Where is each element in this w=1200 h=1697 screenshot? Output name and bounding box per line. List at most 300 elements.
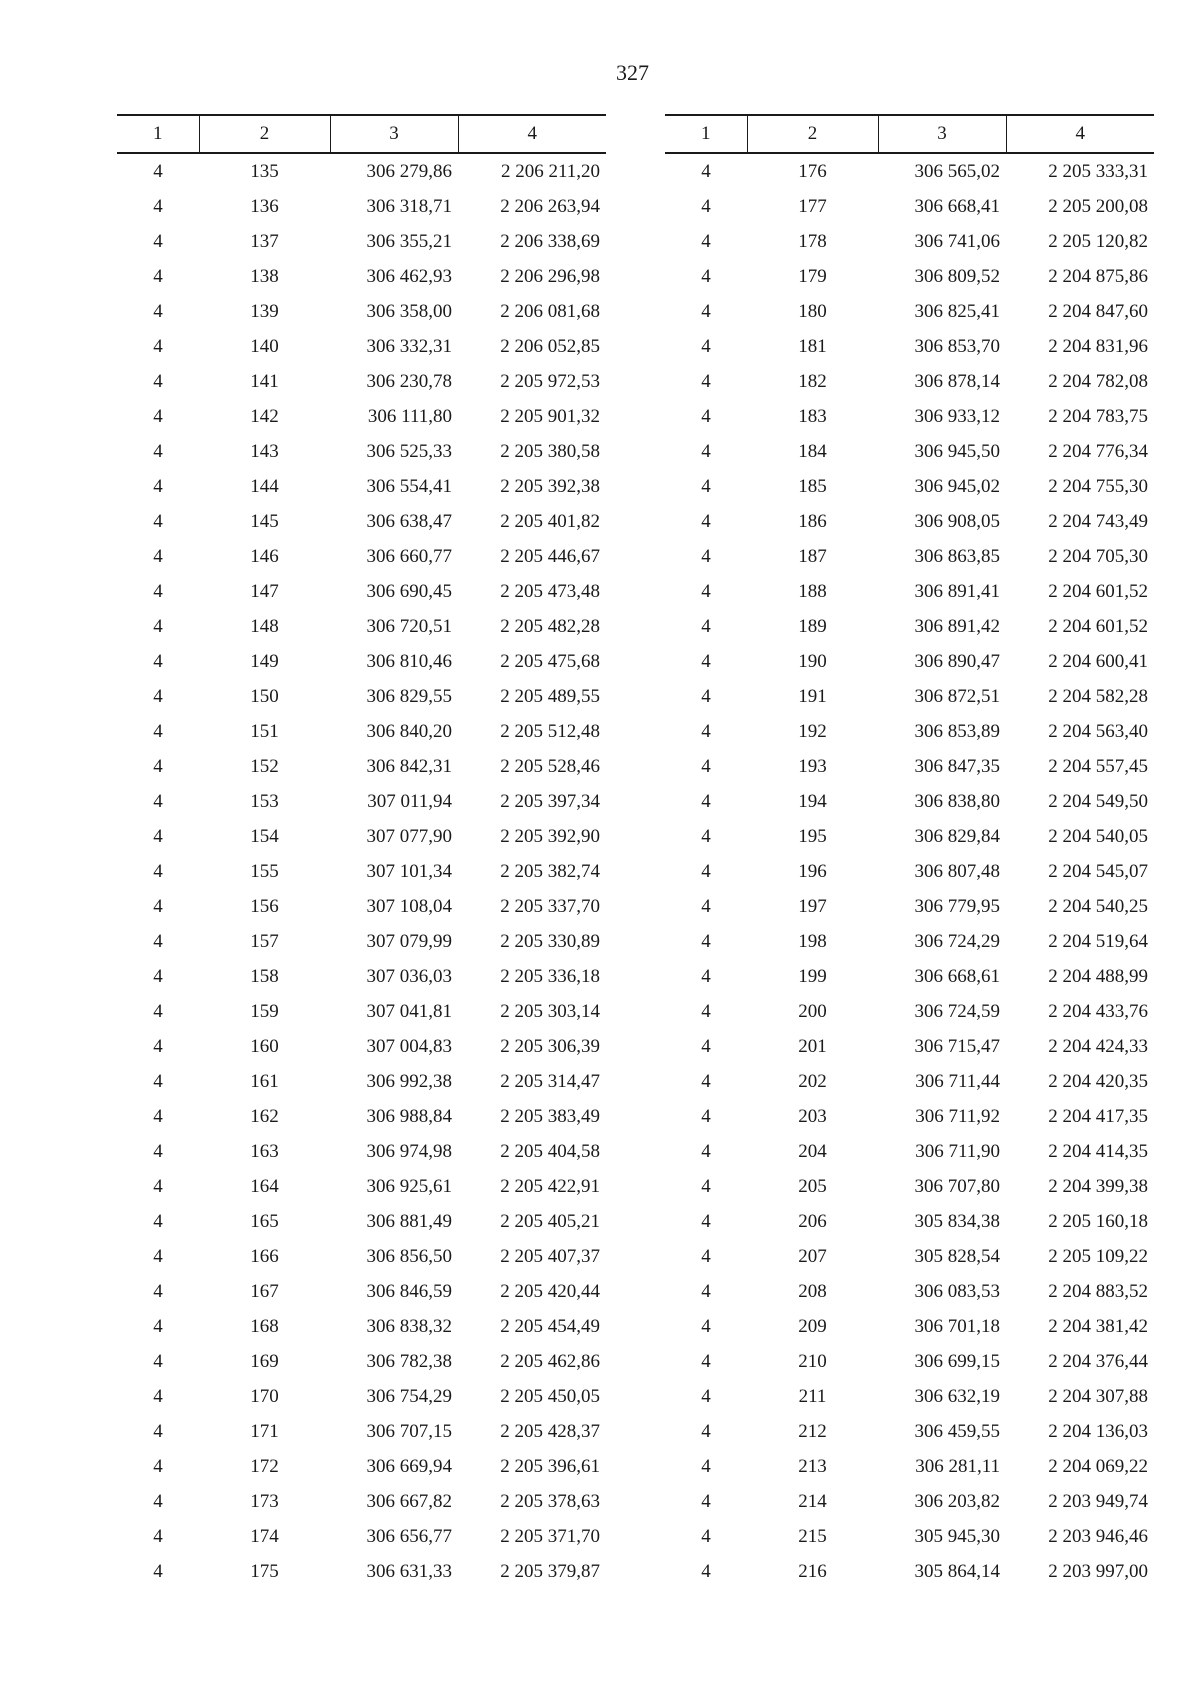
table-row [117, 1484, 606, 1519]
point-number-cell: 172 [250, 1455, 279, 1477]
x-coordinate-cell: 306 699,15 [914, 1350, 1000, 1372]
table-row [665, 1484, 1154, 1519]
y-coordinate-cell: 2 203 997,00 [1048, 1560, 1148, 1582]
table-row [117, 504, 606, 539]
point-number-cell: 197 [798, 895, 827, 917]
x-coordinate-cell: 306 829,55 [366, 685, 452, 707]
point-number-cell: 143 [250, 440, 279, 462]
x-coordinate-cell: 306 668,61 [914, 965, 1000, 987]
x-coordinate-cell: 306 631,33 [366, 1560, 452, 1582]
point-number-cell: 180 [798, 300, 827, 322]
x-coordinate-cell: 306 838,80 [914, 790, 1000, 812]
x-coordinate-cell: 306 842,31 [366, 755, 452, 777]
point-number-cell: 200 [798, 1000, 827, 1022]
contour-cell: 4 [701, 650, 711, 672]
x-coordinate-cell: 306 840,20 [366, 720, 452, 742]
contour-cell: 4 [153, 1175, 163, 1197]
x-coordinate-cell: 306 669,94 [366, 1455, 452, 1477]
contour-cell: 4 [701, 1490, 711, 1512]
table-row [665, 1239, 1154, 1274]
y-coordinate-cell: 2 205 397,34 [500, 790, 600, 812]
table-row [665, 1169, 1154, 1204]
x-coordinate-cell: 306 872,51 [914, 685, 1000, 707]
table-row [117, 819, 606, 854]
y-coordinate-cell: 2 204 376,44 [1048, 1350, 1148, 1372]
table-row [665, 469, 1154, 504]
x-coordinate-cell: 306 690,45 [366, 580, 452, 602]
point-number-cell: 183 [798, 405, 827, 427]
table-row [117, 224, 606, 259]
point-number-cell: 145 [250, 510, 279, 532]
contour-cell: 4 [153, 825, 163, 847]
y-coordinate-cell: 2 205 306,39 [500, 1035, 600, 1057]
contour-cell: 4 [701, 195, 711, 217]
table-row [117, 959, 606, 994]
x-coordinate-cell: 306 754,29 [366, 1385, 452, 1407]
point-number-cell: 170 [250, 1385, 279, 1407]
table-row [665, 1274, 1154, 1309]
point-number-cell: 190 [798, 650, 827, 672]
x-coordinate-cell: 306 230,78 [366, 370, 452, 392]
contour-cell: 4 [701, 755, 711, 777]
contour-cell: 4 [153, 440, 163, 462]
y-coordinate-cell: 2 205 420,44 [500, 1280, 600, 1302]
contour-cell: 4 [701, 265, 711, 287]
point-number-cell: 181 [798, 335, 827, 357]
table-row [117, 434, 606, 469]
y-coordinate-cell: 2 205 392,90 [500, 825, 600, 847]
contour-cell: 4 [153, 685, 163, 707]
table-row [117, 644, 606, 679]
point-number-cell: 177 [798, 195, 827, 217]
y-coordinate-cell: 2 205 337,70 [500, 895, 600, 917]
table-row [117, 1169, 606, 1204]
table-row [117, 574, 606, 609]
table-row [117, 153, 606, 189]
y-coordinate-cell: 2 206 296,98 [500, 265, 600, 287]
y-coordinate-cell: 2 204 563,40 [1048, 720, 1148, 742]
table-row [665, 574, 1154, 609]
contour-cell: 4 [701, 1070, 711, 1092]
x-coordinate-cell: 306 891,41 [914, 580, 1000, 602]
table-row [117, 1309, 606, 1344]
coordinate-table-left [117, 114, 606, 1589]
point-number-cell: 188 [798, 580, 827, 602]
contour-cell: 4 [153, 1420, 163, 1442]
contour-cell: 4 [153, 1245, 163, 1267]
contour-cell: 4 [701, 1035, 711, 1057]
y-coordinate-cell: 2 205 454,49 [500, 1315, 600, 1337]
point-number-cell: 139 [250, 300, 279, 322]
x-coordinate-cell: 306 856,50 [366, 1245, 452, 1267]
table-row [117, 854, 606, 889]
x-coordinate-cell: 306 462,93 [366, 265, 452, 287]
y-coordinate-cell: 2 204 424,33 [1048, 1035, 1148, 1057]
contour-cell: 4 [153, 1490, 163, 1512]
x-coordinate-cell: 306 741,06 [914, 230, 1000, 252]
point-number-cell: 167 [250, 1280, 279, 1302]
point-number-cell: 149 [250, 650, 279, 672]
x-coordinate-cell: 306 668,41 [914, 195, 1000, 217]
table-row [117, 1099, 606, 1134]
table-row [665, 609, 1154, 644]
contour-cell: 4 [153, 1385, 163, 1407]
contour-cell: 4 [153, 405, 163, 427]
table-row [665, 1449, 1154, 1484]
x-coordinate-cell: 306 711,92 [915, 1105, 1000, 1127]
point-number-cell: 160 [250, 1035, 279, 1057]
x-coordinate-cell: 306 554,41 [366, 475, 452, 497]
contour-cell: 4 [701, 1315, 711, 1337]
point-number-cell: 205 [798, 1175, 827, 1197]
contour-cell: 4 [701, 825, 711, 847]
table-row [117, 1379, 606, 1414]
contour-cell: 4 [701, 510, 711, 532]
contour-cell: 4 [153, 1210, 163, 1232]
column-header-1: 1 [665, 115, 747, 153]
x-coordinate-cell: 306 945,50 [914, 440, 1000, 462]
point-number-cell: 199 [798, 965, 827, 987]
table-row [117, 1554, 606, 1589]
point-number-cell: 165 [250, 1210, 279, 1232]
x-coordinate-cell: 306 974,98 [366, 1140, 452, 1162]
y-coordinate-cell: 2 204 549,50 [1048, 790, 1148, 812]
point-number-cell: 153 [250, 790, 279, 812]
table-row [665, 1204, 1154, 1239]
contour-cell: 4 [701, 615, 711, 637]
point-number-cell: 151 [250, 720, 279, 742]
x-coordinate-cell: 306 853,70 [914, 335, 1000, 357]
point-number-cell: 146 [250, 545, 279, 567]
table-row [665, 959, 1154, 994]
table-row [117, 714, 606, 749]
x-coordinate-cell: 306 933,12 [914, 405, 1000, 427]
x-coordinate-cell: 306 632,19 [914, 1385, 1000, 1407]
y-coordinate-cell: 2 205 383,49 [500, 1105, 600, 1127]
contour-cell: 4 [701, 930, 711, 952]
x-coordinate-cell: 306 838,32 [366, 1315, 452, 1337]
point-number-cell: 173 [250, 1490, 279, 1512]
table-row [117, 1274, 606, 1309]
point-number-cell: 208 [798, 1280, 827, 1302]
point-number-cell: 135 [250, 160, 279, 182]
point-number-cell: 152 [250, 755, 279, 777]
y-coordinate-cell: 2 204 557,45 [1048, 755, 1148, 777]
y-coordinate-cell: 2 204 783,75 [1048, 405, 1148, 427]
table-row [665, 1344, 1154, 1379]
x-coordinate-cell: 306 891,42 [914, 615, 1000, 637]
x-coordinate-cell: 306 782,38 [366, 1350, 452, 1372]
table-row [117, 1064, 606, 1099]
table-row [117, 1204, 606, 1239]
table-row [665, 1379, 1154, 1414]
x-coordinate-cell: 306 720,51 [366, 615, 452, 637]
y-coordinate-cell: 2 205 314,47 [500, 1070, 600, 1092]
x-coordinate-cell: 306 711,44 [915, 1070, 1000, 1092]
y-coordinate-cell: 2 205 371,70 [500, 1525, 600, 1547]
column-header-1: 1 [117, 115, 199, 153]
contour-cell: 4 [153, 1070, 163, 1092]
y-coordinate-cell: 2 205 482,28 [500, 615, 600, 637]
y-coordinate-cell: 2 203 946,46 [1048, 1525, 1148, 1547]
point-number-cell: 202 [798, 1070, 827, 1092]
contour-cell: 4 [153, 1035, 163, 1057]
y-coordinate-cell: 2 205 379,87 [500, 1560, 600, 1582]
x-coordinate-cell: 306 083,53 [914, 1280, 1000, 1302]
point-number-cell: 207 [798, 1245, 827, 1267]
contour-cell: 4 [701, 230, 711, 252]
y-coordinate-cell: 2 204 399,38 [1048, 1175, 1148, 1197]
contour-cell: 4 [153, 265, 163, 287]
y-coordinate-cell: 2 205 382,74 [500, 860, 600, 882]
y-coordinate-cell: 2 205 901,32 [500, 405, 600, 427]
contour-cell: 4 [701, 405, 711, 427]
table-row [117, 294, 606, 329]
contour-cell: 4 [701, 1525, 711, 1547]
column-header-3: 3 [330, 115, 458, 153]
y-coordinate-cell: 2 205 489,55 [500, 685, 600, 707]
point-number-cell: 168 [250, 1315, 279, 1337]
table-row [665, 994, 1154, 1029]
point-number-cell: 140 [250, 335, 279, 357]
point-number-cell: 141 [250, 370, 279, 392]
x-coordinate-cell: 306 810,46 [366, 650, 452, 672]
point-number-cell: 185 [798, 475, 827, 497]
point-number-cell: 191 [798, 685, 827, 707]
contour-cell: 4 [153, 1000, 163, 1022]
table-row [117, 1134, 606, 1169]
contour-cell: 4 [701, 545, 711, 567]
point-number-cell: 210 [798, 1350, 827, 1372]
y-coordinate-cell: 2 205 473,48 [500, 580, 600, 602]
y-coordinate-cell: 2 205 475,68 [500, 650, 600, 672]
contour-cell: 4 [701, 1210, 711, 1232]
table-body [665, 153, 1154, 1589]
y-coordinate-cell: 2 205 450,05 [500, 1385, 600, 1407]
y-coordinate-cell: 2 205 303,14 [500, 1000, 600, 1022]
point-number-cell: 179 [798, 265, 827, 287]
point-number-cell: 147 [250, 580, 279, 602]
table-row [117, 749, 606, 784]
point-number-cell: 189 [798, 615, 827, 637]
y-coordinate-cell: 2 204 831,96 [1048, 335, 1148, 357]
contour-cell: 4 [701, 895, 711, 917]
y-coordinate-cell: 2 204 883,52 [1048, 1280, 1148, 1302]
y-coordinate-cell: 2 205 404,58 [500, 1140, 600, 1162]
x-coordinate-cell: 306 318,71 [366, 195, 452, 217]
y-coordinate-cell: 2 205 512,48 [500, 720, 600, 742]
contour-cell: 4 [153, 720, 163, 742]
table-row [117, 1414, 606, 1449]
point-number-cell: 163 [250, 1140, 279, 1162]
y-coordinate-cell: 2 204 420,35 [1048, 1070, 1148, 1092]
coordinate-table-right [665, 114, 1154, 1589]
table-row [665, 1554, 1154, 1589]
y-coordinate-cell: 2 204 433,76 [1048, 1000, 1148, 1022]
y-coordinate-cell: 2 205 405,21 [500, 1210, 600, 1232]
x-coordinate-cell: 306 203,82 [914, 1490, 1000, 1512]
point-number-cell: 214 [798, 1490, 827, 1512]
table-row [117, 1344, 606, 1379]
column-header-2: 2 [199, 115, 330, 153]
contour-cell: 4 [701, 580, 711, 602]
contour-cell: 4 [153, 1525, 163, 1547]
y-coordinate-cell: 2 205 446,67 [500, 545, 600, 567]
contour-cell: 4 [153, 300, 163, 322]
table-row [117, 1519, 606, 1554]
x-coordinate-cell: 306 779,95 [914, 895, 1000, 917]
y-coordinate-cell: 2 205 422,91 [500, 1175, 600, 1197]
contour-cell: 4 [701, 1420, 711, 1442]
contour-cell: 4 [701, 790, 711, 812]
table-row [665, 1029, 1154, 1064]
x-coordinate-cell: 306 863,85 [914, 545, 1000, 567]
y-coordinate-cell: 2 204 069,22 [1048, 1455, 1148, 1477]
contour-cell: 4 [153, 1350, 163, 1372]
point-number-cell: 193 [798, 755, 827, 777]
y-coordinate-cell: 2 204 136,03 [1048, 1420, 1148, 1442]
column-header-3: 3 [878, 115, 1006, 153]
contour-cell: 4 [153, 1560, 163, 1582]
point-number-cell: 162 [250, 1105, 279, 1127]
point-number-cell: 206 [798, 1210, 827, 1232]
contour-cell: 4 [153, 790, 163, 812]
table-row [117, 1449, 606, 1484]
point-number-cell: 154 [250, 825, 279, 847]
y-coordinate-cell: 2 205 528,46 [500, 755, 600, 777]
x-coordinate-cell: 305 945,30 [914, 1525, 1000, 1547]
point-number-cell: 142 [250, 405, 279, 427]
header-row [665, 115, 1154, 153]
x-coordinate-cell: 306 853,89 [914, 720, 1000, 742]
y-coordinate-cell: 2 204 875,86 [1048, 265, 1148, 287]
point-number-cell: 215 [798, 1525, 827, 1547]
contour-cell: 4 [701, 1385, 711, 1407]
point-number-cell: 187 [798, 545, 827, 567]
y-coordinate-cell: 2 204 545,07 [1048, 860, 1148, 882]
y-coordinate-cell: 2 205 428,37 [500, 1420, 600, 1442]
point-number-cell: 138 [250, 265, 279, 287]
x-coordinate-cell: 306 638,47 [366, 510, 452, 532]
point-number-cell: 158 [250, 965, 279, 987]
table-row [665, 644, 1154, 679]
table-row [117, 889, 606, 924]
contour-cell: 4 [153, 370, 163, 392]
contour-cell: 4 [153, 1140, 163, 1162]
contour-cell: 4 [701, 335, 711, 357]
page-number: 327 [616, 60, 649, 85]
point-number-cell: 166 [250, 1245, 279, 1267]
y-coordinate-cell: 2 204 776,34 [1048, 440, 1148, 462]
y-coordinate-cell: 2 205 330,89 [500, 930, 600, 952]
y-coordinate-cell: 2 204 755,30 [1048, 475, 1148, 497]
table-row [665, 679, 1154, 714]
point-number-cell: 213 [798, 1455, 827, 1477]
x-coordinate-cell: 306 881,49 [366, 1210, 452, 1232]
contour-cell: 4 [153, 475, 163, 497]
y-coordinate-cell: 2 206 338,69 [500, 230, 600, 252]
y-coordinate-cell: 2 205 120,82 [1048, 230, 1148, 252]
x-coordinate-cell: 307 079,99 [366, 930, 452, 952]
y-coordinate-cell: 2 204 582,28 [1048, 685, 1148, 707]
point-number-cell: 216 [798, 1560, 827, 1582]
column-header-4: 4 [1006, 115, 1154, 153]
x-coordinate-cell: 307 011,94 [367, 790, 452, 812]
point-number-cell: 171 [250, 1420, 279, 1442]
table-row [665, 189, 1154, 224]
table-row [665, 854, 1154, 889]
y-coordinate-cell: 2 204 519,64 [1048, 930, 1148, 952]
contour-cell: 4 [153, 615, 163, 637]
point-number-cell: 204 [798, 1140, 827, 1162]
contour-cell: 4 [153, 650, 163, 672]
table-row [117, 609, 606, 644]
y-coordinate-cell: 2 204 601,52 [1048, 580, 1148, 602]
contour-cell: 4 [153, 335, 163, 357]
y-coordinate-cell: 2 206 052,85 [500, 335, 600, 357]
point-number-cell: 209 [798, 1315, 827, 1337]
y-coordinate-cell: 2 205 200,08 [1048, 195, 1148, 217]
table-row [117, 679, 606, 714]
x-coordinate-cell: 306 707,80 [914, 1175, 1000, 1197]
y-coordinate-cell: 2 206 263,94 [500, 195, 600, 217]
contour-cell: 4 [153, 1455, 163, 1477]
point-number-cell: 176 [798, 160, 827, 182]
table-row [665, 1309, 1154, 1344]
point-number-cell: 201 [798, 1035, 827, 1057]
x-coordinate-cell: 306 656,77 [366, 1525, 452, 1547]
x-coordinate-cell: 306 724,29 [914, 930, 1000, 952]
y-coordinate-cell: 2 205 160,18 [1048, 1210, 1148, 1232]
contour-cell: 4 [701, 1105, 711, 1127]
x-coordinate-cell: 306 667,82 [366, 1490, 452, 1512]
contour-cell: 4 [153, 230, 163, 252]
y-coordinate-cell: 2 204 743,49 [1048, 510, 1148, 532]
point-number-cell: 137 [250, 230, 279, 252]
y-coordinate-cell: 2 204 601,52 [1048, 615, 1148, 637]
table-row [665, 749, 1154, 784]
table-row [665, 434, 1154, 469]
table-row [665, 889, 1154, 924]
point-number-cell: 174 [250, 1525, 279, 1547]
y-coordinate-cell: 2 203 949,74 [1048, 1490, 1148, 1512]
x-coordinate-cell: 306 945,02 [914, 475, 1000, 497]
point-number-cell: 203 [798, 1105, 827, 1127]
point-number-cell: 175 [250, 1560, 279, 1582]
y-coordinate-cell: 2 204 417,35 [1048, 1105, 1148, 1127]
x-coordinate-cell: 306 829,84 [914, 825, 1000, 847]
y-coordinate-cell: 2 205 972,53 [500, 370, 600, 392]
x-coordinate-cell: 306 988,84 [366, 1105, 452, 1127]
y-coordinate-cell: 2 204 307,88 [1048, 1385, 1148, 1407]
x-coordinate-cell: 306 660,77 [366, 545, 452, 567]
contour-cell: 4 [701, 1140, 711, 1162]
contour-cell: 4 [701, 1280, 711, 1302]
table-row [117, 329, 606, 364]
table-row [665, 784, 1154, 819]
table-row [665, 504, 1154, 539]
y-coordinate-cell: 2 204 540,05 [1048, 825, 1148, 847]
y-coordinate-cell: 2 205 407,37 [500, 1245, 600, 1267]
table-row [665, 924, 1154, 959]
table-row [665, 224, 1154, 259]
x-coordinate-cell: 306 925,61 [366, 1175, 452, 1197]
y-coordinate-cell: 2 205 333,31 [1048, 160, 1148, 182]
x-coordinate-cell: 306 111,80 [367, 405, 452, 427]
contour-cell: 4 [701, 160, 711, 182]
y-coordinate-cell: 2 206 081,68 [500, 300, 600, 322]
point-number-cell: 211 [798, 1385, 827, 1407]
